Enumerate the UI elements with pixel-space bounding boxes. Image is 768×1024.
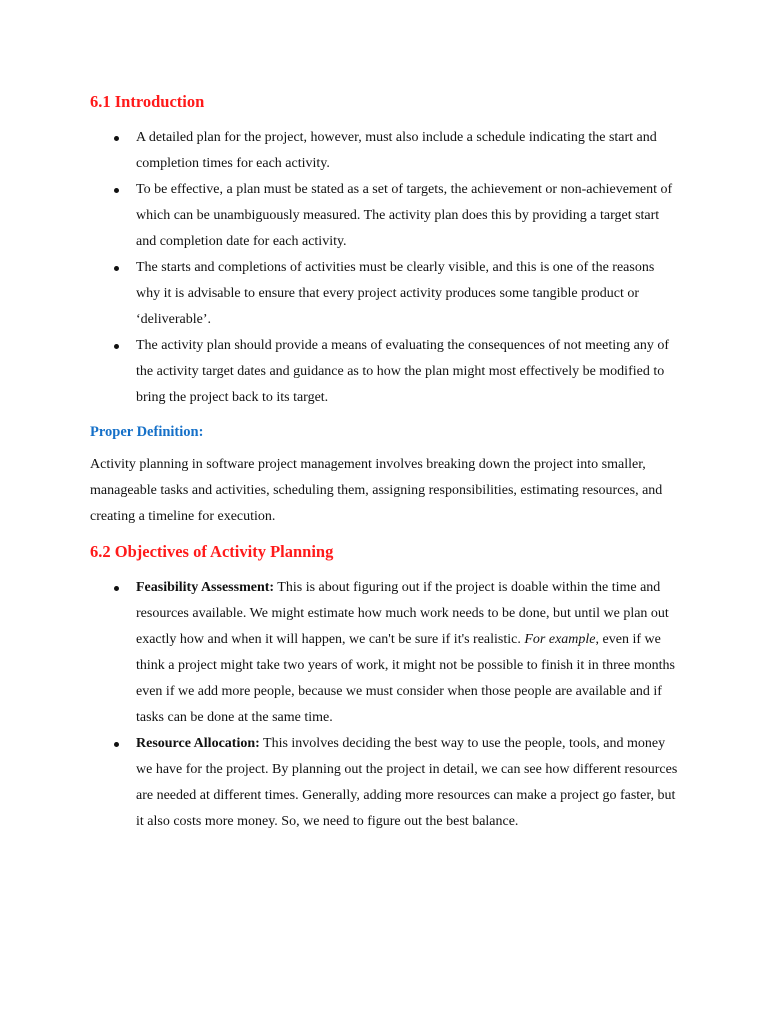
list-item <box>90 125 678 177</box>
objective-term: Resource Allocation: <box>136 736 260 751</box>
bullet-icon <box>114 136 119 141</box>
list-item-text: The activity plan should provide a means of evaluating the consequences of not meeting any of the activity target dates and guidance as to how the plan might most effectively be modified to bring the project back to its target. <box>136 338 670 405</box>
section-heading-introduction: 6.1 Introduction <box>90 92 205 111</box>
list-item <box>90 575 678 731</box>
definition-paragraph: Activity planning in software project management involves breaking down the project into smaller, manageable tasks and activities, scheduling them, assigning responsibilities, estimating resources, and creating a timeline for execution. <box>90 457 663 524</box>
list-item-text: The starts and completions of activities must be clearly visible, and this is one of the reasons why it is advisable to ensure that every project activity produces some tangible product or ‘deliverable’. <box>136 260 655 327</box>
objective-italic-text: For example <box>524 632 596 647</box>
objectives-bullet-list <box>90 575 678 835</box>
list-item <box>90 731 678 835</box>
list-item <box>90 255 678 333</box>
list-item-text: A detailed plan for the project, however, must also include a schedule indicating the start and completion times for each activity. <box>136 130 657 171</box>
list-item <box>90 333 678 411</box>
section-heading-objectives: 6.2 Objectives of Activity Planning <box>90 542 334 561</box>
objective-term: Feasibility Assessment: <box>136 580 275 595</box>
list-item <box>90 177 678 255</box>
bullet-icon <box>114 742 119 747</box>
bullet-icon <box>114 586 119 591</box>
bullet-icon <box>114 266 119 271</box>
objective-text-continued: , even if we think a project might take two years of work, it might not be possible to finish it in three months even if we add more people, because we must consider when those people are available and if tasks can be done at the same time. <box>136 632 675 725</box>
bullet-icon <box>114 188 119 193</box>
introduction-bullet-list <box>90 125 678 411</box>
bullet-icon <box>114 344 119 349</box>
objective-text: This involves deciding the best way to use the people, tools, and money we have for the project. By planning out the project in detail, we can see how different resources are needed at different times. Generally, adding more resources can make a project go faster, but it also costs more money. So, we need to figure out the best balance. <box>136 736 678 829</box>
subheading-proper-definition: Proper Definition: <box>90 424 204 440</box>
list-item-text: To be effective, a plan must be stated as a set of targets, the achievement or non-achievement of which can be unambiguously measured. The activity plan does this by providing a target start and completion date for each activity. <box>136 182 673 249</box>
objective-text: This is about figuring out if the project is doable within the time and resources available. We might estimate how much work needs to be done, but until we plan out exactly how and when it will happen, we can't be sure if it's realistic. <box>136 580 669 647</box>
